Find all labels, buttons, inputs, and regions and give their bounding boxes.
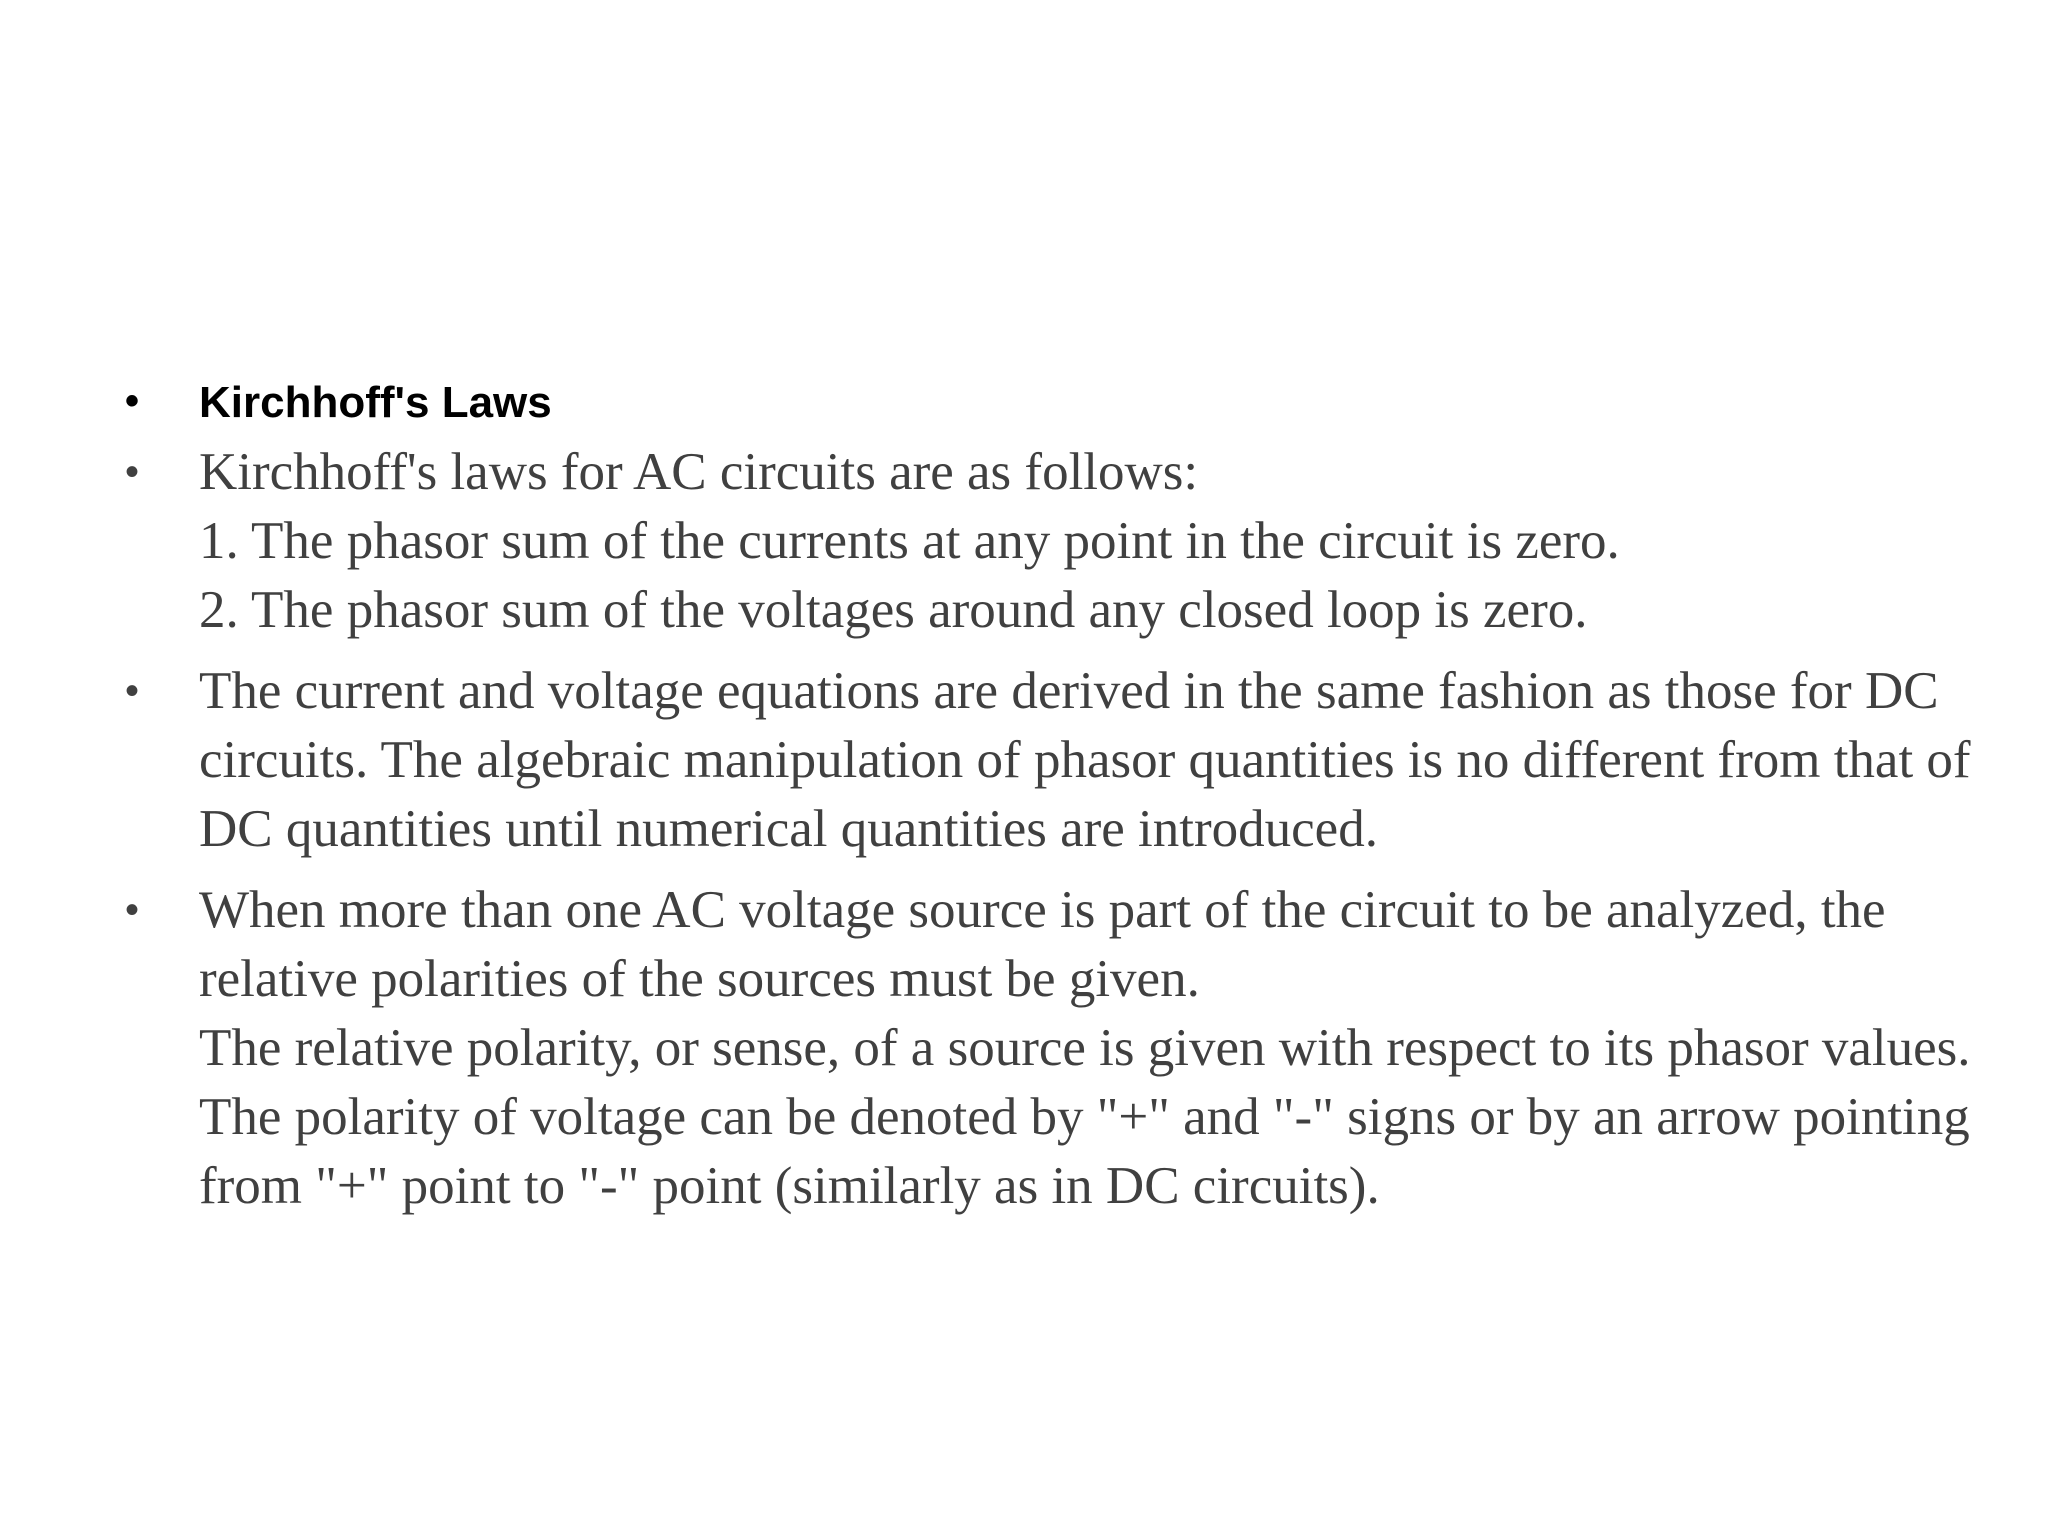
bullet-marker: • [125, 450, 140, 494]
bullet-list [118, 368, 1984, 1233]
bullet-item-1 [118, 438, 1978, 645]
heading-text: Kirchhoff's Laws [199, 378, 552, 427]
bullet-1-line-3: 2. The phasor sum of the voltages around any closed loop is zero. [199, 581, 1588, 639]
bullet-item-3 [118, 876, 1984, 1221]
bullet-2-line-1: The current and voltage equations are derived in the same fashion as those for DC circuits. The algebraic manipulation of phasor quantities is no different from that of DC quantities until numerical quantities are introduced. [199, 662, 1984, 858]
bullet-heading [118, 368, 1978, 438]
bullet-item-2 [118, 657, 1984, 864]
bullet-1-line-1: Kirchhoff's laws for AC circuits are as follows: [199, 443, 1199, 501]
bullet-3-line-1: When more than one AC voltage source is part of the circuit to be analyzed, the relative polarities of the sources must be given. [199, 881, 1899, 1008]
bullet-3-line-2: The relative polarity, or sense, of a source is given with respect to its phasor values. The polarity of voltage can be denoted by "+" and "-" signs or by an arrow pointing from "+" point to "-" point (similarly as in DC circuits). [199, 1019, 1984, 1215]
bullet-marker: • [125, 888, 140, 932]
bullet-marker: • [125, 379, 140, 423]
bullet-marker: • [125, 669, 140, 713]
bullet-1-line-2: 1. The phasor sum of the currents at any point in the circuit is zero. [199, 512, 1620, 570]
